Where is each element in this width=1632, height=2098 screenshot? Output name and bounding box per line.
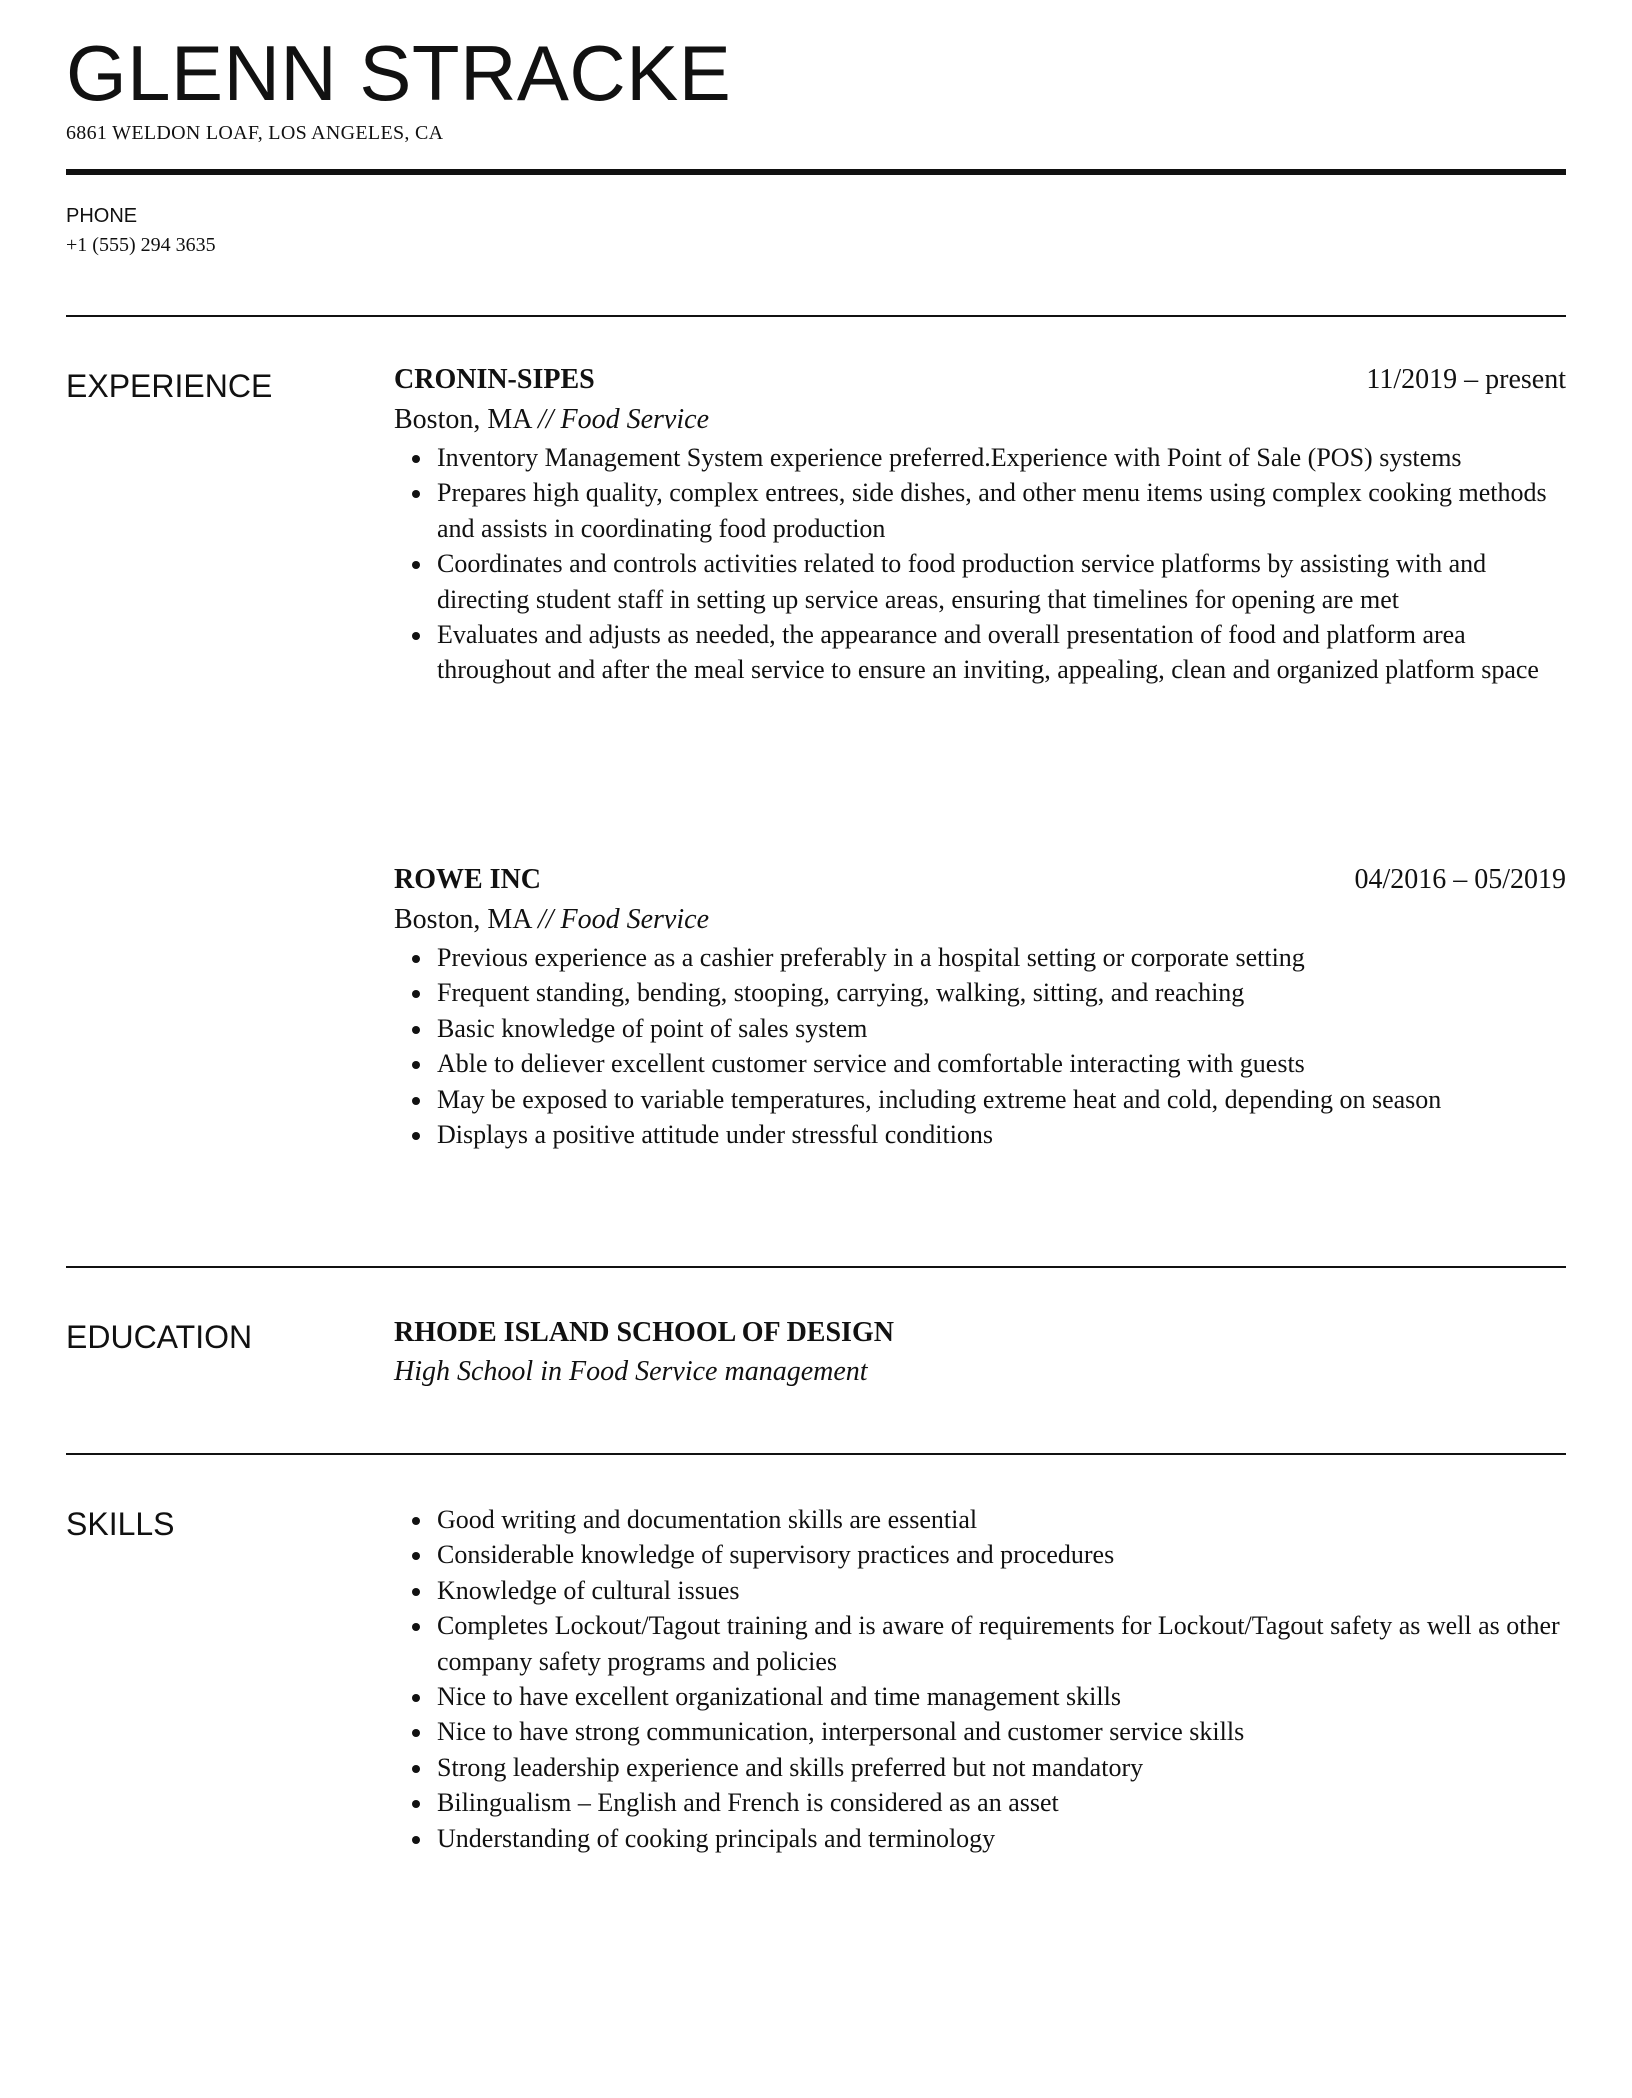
skills-heading: SKILLS xyxy=(66,1506,175,1542)
candidate-address: 6861 WELDON LOAF, LOS ANGELES, CA xyxy=(66,122,444,144)
job-dates: 04/2016 – 05/2019 xyxy=(1354,864,1566,895)
list-item: Able to deliever excellent customer service and comfortable interacting with guests xyxy=(394,1046,1566,1081)
list-item: Nice to have strong communication, interpersonal and customer service skills xyxy=(394,1714,1566,1749)
list-item: Basic knowledge of point of sales system xyxy=(394,1011,1566,1046)
job-company: CRONIN-SIPES xyxy=(394,364,595,395)
job-entry xyxy=(394,862,1566,1152)
list-item: Strong leadership experience and skills preferred but not mandatory xyxy=(394,1750,1566,1785)
section-divider xyxy=(66,1266,1566,1268)
job-bullets xyxy=(394,440,1566,688)
phone-value: +1 (555) 294 3635 xyxy=(66,234,216,256)
job-role: Food Service xyxy=(560,404,709,435)
job-bullets xyxy=(394,940,1566,1152)
list-item: May be exposed to variable temperatures, including extreme heat and cold, depending on season xyxy=(394,1082,1566,1117)
experience-heading: EXPERIENCE xyxy=(66,368,273,404)
list-item: Understanding of cooking principals and terminology xyxy=(394,1821,1566,1856)
school-name: RHODE ISLAND SCHOOL OF DESIGN xyxy=(394,1317,894,1348)
job-location: Boston, MA xyxy=(394,404,531,435)
list-item: Inventory Management System experience preferred.Experience with Point of Sale (POS) systems xyxy=(394,440,1566,475)
list-item: Frequent standing, bending, stooping, carrying, walking, sitting, and reaching xyxy=(394,975,1566,1010)
header-divider xyxy=(66,169,1566,175)
degree: High School in Food Service management xyxy=(394,1356,868,1387)
phone-label: PHONE xyxy=(66,205,138,227)
section-divider xyxy=(66,1453,1566,1455)
job-dates: 11/2019 – present xyxy=(1366,364,1566,395)
job-separator: // xyxy=(537,404,554,435)
skills-list xyxy=(394,1502,1566,1856)
list-item: Evaluates and adjusts as needed, the appearance and overall presentation of food and platform area throughout and after the meal service to ensure an inviting, appealing, clean and organized platform space xyxy=(394,617,1566,688)
list-item: Good writing and documentation skills are essential xyxy=(394,1502,1566,1537)
job-location-role xyxy=(394,400,1566,440)
job-entry xyxy=(394,362,1566,688)
job-company: ROWE INC xyxy=(394,864,542,895)
list-item: Knowledge of cultural issues xyxy=(394,1573,1566,1608)
list-item: Prepares high quality, complex entrees, side dishes, and other menu items using complex cooking methods and assists in coordinating food production xyxy=(394,475,1566,546)
list-item: Previous experience as a cashier preferably in a hospital setting or corporate setting xyxy=(394,940,1566,975)
education-entry xyxy=(394,1314,1566,1392)
job-separator: // xyxy=(537,904,554,935)
list-item: Considerable knowledge of supervisory practices and procedures xyxy=(394,1537,1566,1572)
job-location-role xyxy=(394,900,1566,940)
section-divider xyxy=(66,315,1566,317)
job-location: Boston, MA xyxy=(394,904,531,935)
list-item: Coordinates and controls activities related to food production service platforms by assisting with and directing student staff in setting up service areas, ensuring that timelines for opening are met xyxy=(394,546,1566,617)
list-item: Displays a positive attitude under stressful conditions xyxy=(394,1117,1566,1152)
education-heading: EDUCATION xyxy=(66,1319,253,1355)
list-item: Bilingualism – English and French is considered as an asset xyxy=(394,1785,1566,1820)
job-role: Food Service xyxy=(560,904,709,935)
list-item: Nice to have excellent organizational and time management skills xyxy=(394,1679,1566,1714)
list-item: Completes Lockout/Tagout training and is aware of requirements for Lockout/Tagout safety as well as other company safety programs and policies xyxy=(394,1608,1566,1679)
candidate-name: GLENN STRACKE xyxy=(66,29,732,117)
skills-list-container xyxy=(394,1502,1566,1856)
